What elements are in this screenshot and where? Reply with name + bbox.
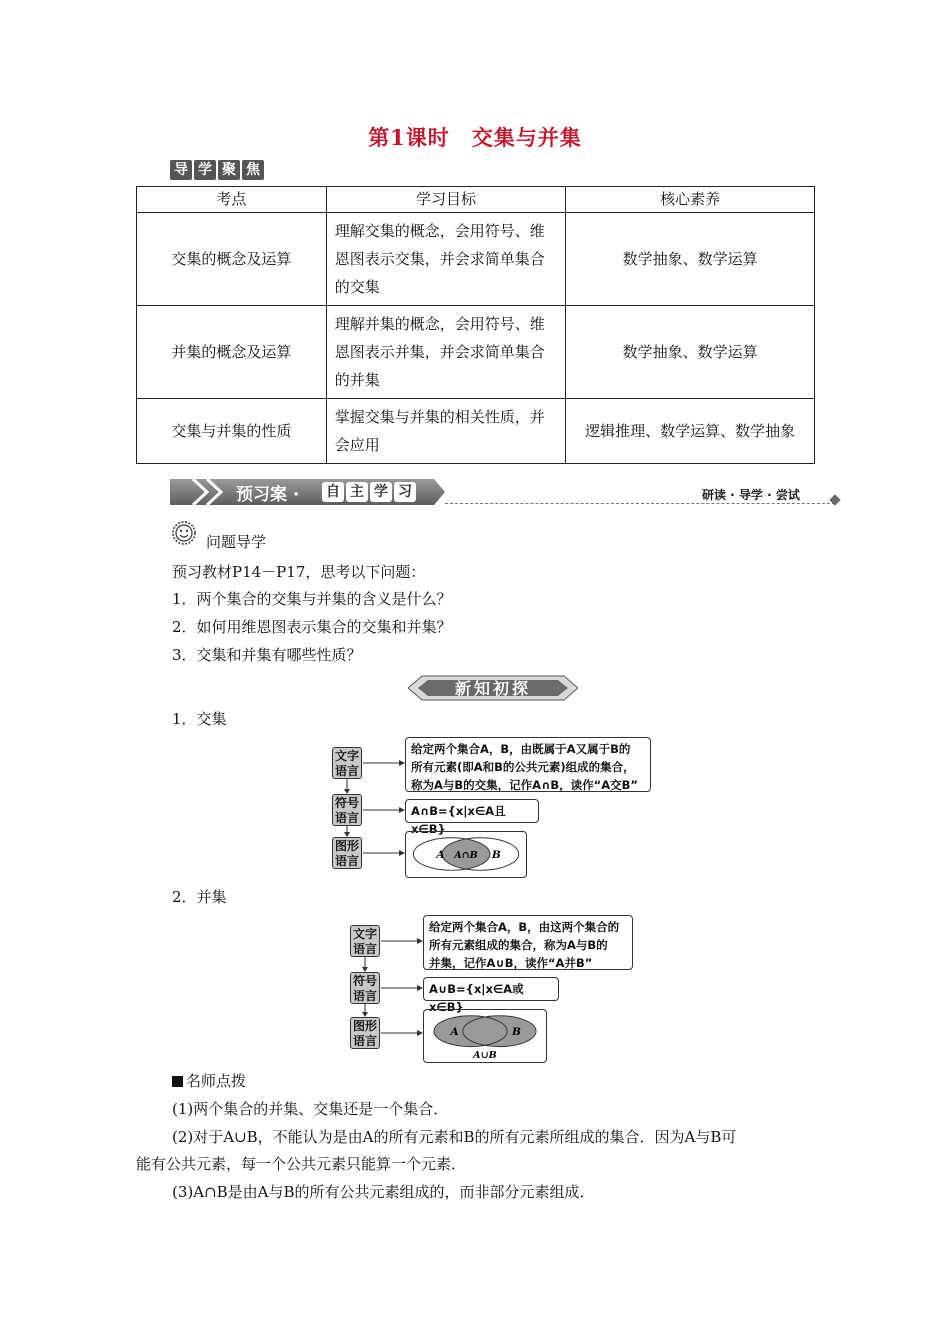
intersection-text-box bbox=[405, 737, 651, 792]
goal-cell: 理解交集的概念，会用符号、维恩图表示交集，并会求简单集合的交集 bbox=[326, 213, 566, 306]
table-header-row bbox=[137, 187, 815, 213]
banner-right-text: 研读 · 导学 · 尝试 bbox=[702, 488, 800, 502]
text-line: 并集，记作A∪B，读作“A并B” bbox=[429, 956, 593, 970]
learning-goals-table bbox=[136, 186, 815, 464]
table-row bbox=[137, 213, 815, 306]
new-knowledge-label bbox=[408, 675, 578, 701]
union-venn-diagram bbox=[424, 1010, 546, 1062]
label-text: 图形语言 bbox=[352, 1019, 377, 1048]
tag-char: 导 bbox=[170, 160, 192, 180]
venn-label-b: B bbox=[511, 1026, 521, 1039]
intersection-symbol-box: A∩B={x|x∈A且x∈B} bbox=[405, 799, 539, 823]
banner-char: 主 bbox=[346, 482, 368, 502]
text-line: 给定两个集合A，B，由既属于A又属于B的 bbox=[411, 742, 631, 756]
tag-char: 学 bbox=[194, 160, 216, 180]
union-venn-box bbox=[423, 1009, 547, 1063]
tag-char: 聚 bbox=[218, 160, 240, 180]
union-diagram bbox=[350, 915, 650, 1065]
square-bullet-icon bbox=[172, 1076, 183, 1087]
tips-heading-text: 名师点拨 bbox=[186, 1072, 247, 1090]
venn-label-a: A bbox=[450, 1026, 459, 1039]
union-heading: 2．并集 bbox=[172, 888, 227, 906]
topic-cell: 交集的概念及运算 bbox=[137, 213, 327, 306]
table-row bbox=[137, 399, 815, 464]
preview-question: 1．两个集合的交集与并集的含义是什么？ bbox=[172, 590, 452, 608]
banner-char: 自 bbox=[322, 482, 344, 502]
tips-heading bbox=[172, 1068, 246, 1095]
venn-label-b: B bbox=[491, 848, 501, 861]
text-line: 给定两个集合A，B，由这两个集合的 bbox=[429, 920, 620, 934]
intersection-venn-box bbox=[405, 831, 527, 878]
preview-heading: 问题导学 bbox=[206, 533, 267, 551]
chevron-right-icon bbox=[204, 477, 226, 507]
label-text: 文字语言 bbox=[352, 927, 377, 956]
smiley-icon bbox=[172, 521, 196, 545]
preview-question: 2．如何用维恩图表示集合的交集和并集？ bbox=[172, 618, 452, 636]
preview-banner bbox=[170, 475, 840, 507]
tag-char: 焦 bbox=[242, 160, 264, 180]
literacy-cell: 逻辑推理、数学运算、数学抽象 bbox=[566, 399, 815, 464]
new-knowledge-text: 新知初探 bbox=[454, 679, 532, 698]
header-cell: 核心素养 bbox=[566, 187, 815, 213]
union-text-box bbox=[423, 915, 633, 970]
goal-cell: 理解并集的概念，会用符号、维恩图表示并集，并会求简单集合的并集 bbox=[326, 306, 566, 399]
venn-label-union: A∪B bbox=[473, 1050, 497, 1062]
header-cell: 考点 bbox=[137, 187, 327, 213]
banner-label: 预习案 bbox=[236, 485, 287, 505]
tip-item: (2)对于A∪B，不能认为是由A的所有元素和B的所有元素所组成的集合．因为A与B可 bbox=[172, 1128, 737, 1146]
intersection-diagram bbox=[332, 737, 652, 879]
venn-label-intersection: A∩B bbox=[454, 849, 478, 861]
lesson-number: 第1课时 bbox=[368, 125, 450, 150]
page-title bbox=[0, 122, 950, 152]
intersection-heading: 1．交集 bbox=[172, 710, 227, 728]
banner-char: 习 bbox=[394, 482, 416, 502]
banner-dot: · bbox=[292, 485, 300, 505]
text-line: 所有元素组成的集合，称为A与B的 bbox=[429, 938, 608, 952]
text-line: 所有元素(即A和B的公共元素)组成的集合， bbox=[411, 760, 635, 774]
header-cell: 学习目标 bbox=[326, 187, 566, 213]
table-row bbox=[137, 306, 815, 399]
text-line: 称为A与B的交集，记作A∩B，读作“A交B” bbox=[411, 778, 638, 792]
topic-cell: 并集的概念及运算 bbox=[137, 306, 327, 399]
union-symbol-box: A∪B={x|x∈A或x∈B} bbox=[423, 977, 559, 1001]
label-text: 文字语言 bbox=[334, 749, 359, 778]
intersection-venn-diagram bbox=[406, 832, 526, 877]
tip-item: (3)A∩B是由A与B的所有公共元素组成的，而非部分元素组成． bbox=[172, 1183, 595, 1201]
banner-subtitle bbox=[322, 482, 416, 502]
literacy-cell: 数学抽象、数学运算 bbox=[566, 213, 815, 306]
label-text: 图形语言 bbox=[334, 839, 359, 868]
label-text: 符号语言 bbox=[334, 796, 359, 825]
preview-intro: 预习教材P14－P17，思考以下问题： bbox=[172, 563, 426, 581]
topic-cell: 交集与并集的性质 bbox=[137, 399, 327, 464]
preview-question: 3．交集和并集有哪些性质？ bbox=[172, 646, 362, 664]
tip-item: 能有公共元素，每一个公共元素只能算一个元素． bbox=[136, 1155, 467, 1173]
banner-divider bbox=[445, 503, 835, 504]
venn-label-a: A bbox=[436, 848, 445, 861]
tip-item: (1)两个集合的并集、交集还是一个集合． bbox=[172, 1100, 449, 1118]
section-tag bbox=[170, 160, 264, 180]
lesson-topic: 交集与并集 bbox=[471, 125, 582, 150]
banner-char: 学 bbox=[370, 482, 392, 502]
label-text: 符号语言 bbox=[352, 974, 377, 1003]
goal-cell: 掌握交集与并集的相关性质，并会应用 bbox=[326, 399, 566, 464]
literacy-cell: 数学抽象、数学运算 bbox=[566, 306, 815, 399]
banner-title bbox=[236, 480, 299, 505]
